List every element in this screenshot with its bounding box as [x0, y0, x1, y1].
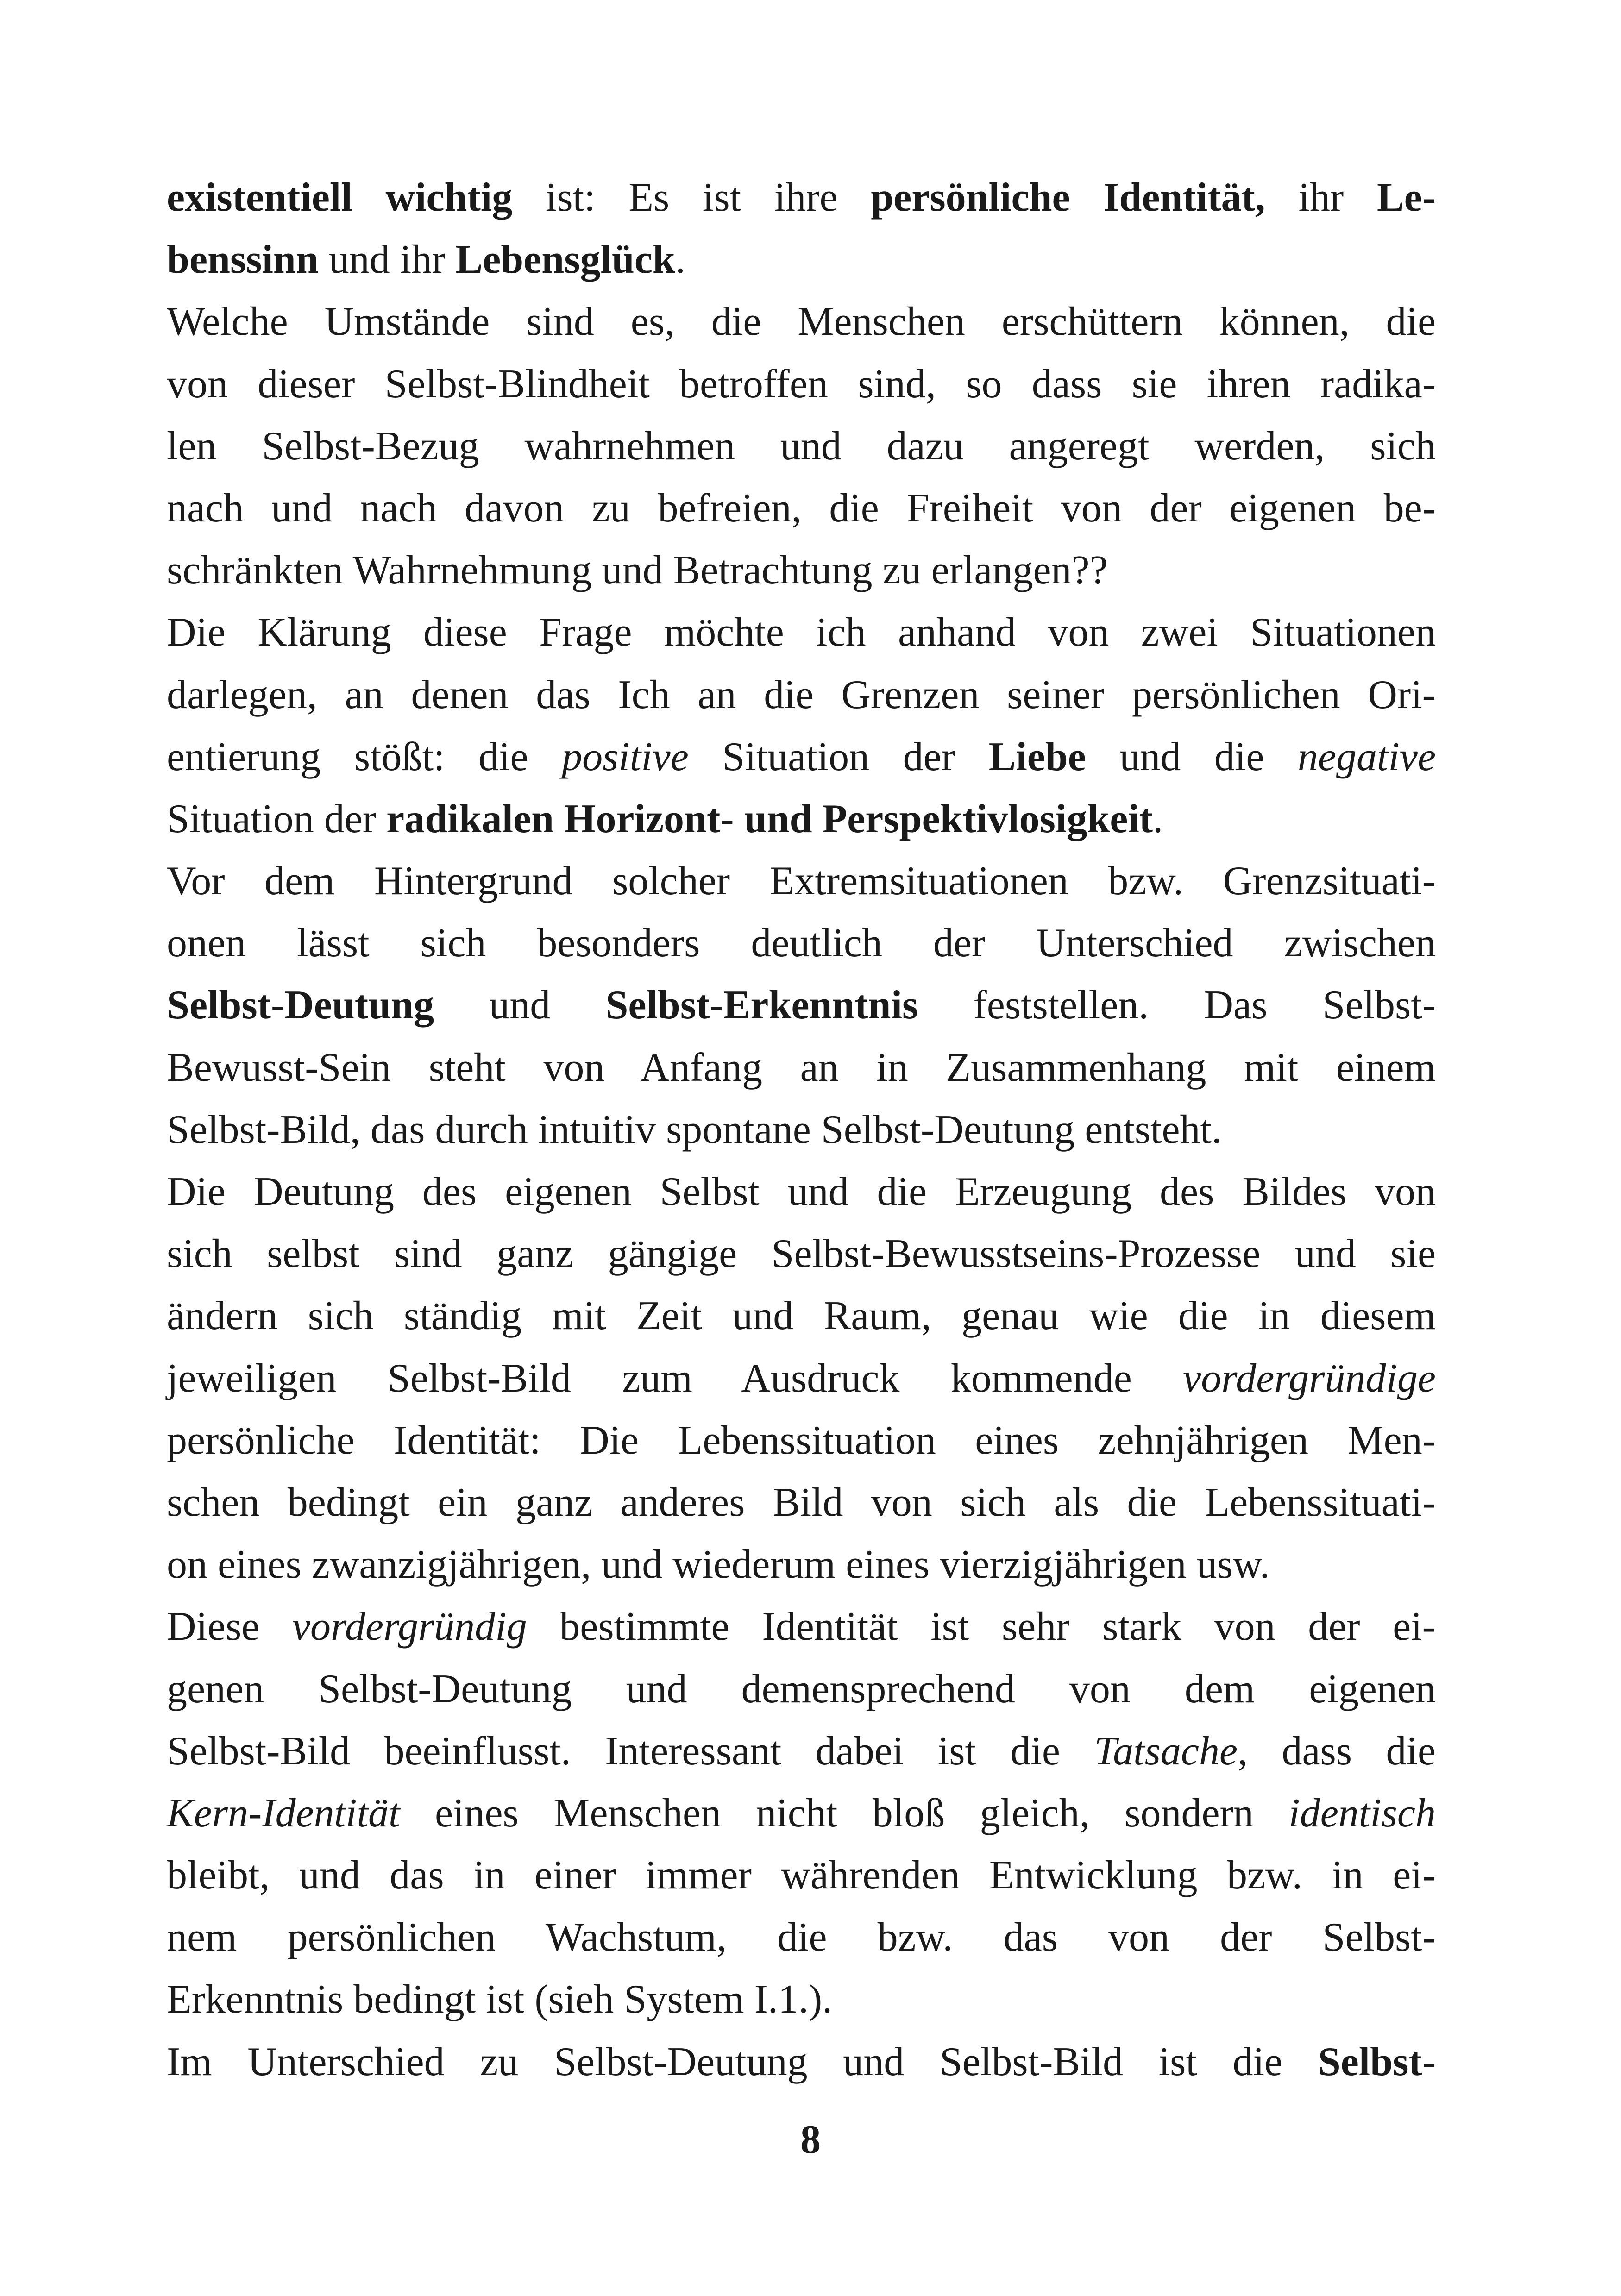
text-line: [167, 1472, 1436, 1534]
bold-text: radikalen Horizont- und Perspektivlosigkeit: [386, 796, 1153, 841]
text-line: [167, 229, 1436, 291]
text-line: [167, 415, 1436, 477]
text-line: [167, 1534, 1436, 1596]
text-run: genen Selbst-Deutung und demensprechend von dem eigenen: [167, 1666, 1436, 1712]
text-run: und: [434, 983, 606, 1028]
italic-text: Kern-Identität: [167, 1790, 400, 1836]
text-run: Erkenntnis bedingt ist (sieh System I.1.).: [167, 1977, 833, 2022]
bold-text: Selbst-Erkenntnis: [605, 983, 918, 1028]
text-run: entierung stößt: die: [167, 734, 562, 779]
italic-text: identisch: [1288, 1790, 1436, 1836]
text-run: Die Deutung des eigenen Selbst und die Erzeugung des Bildes von: [167, 1169, 1436, 1214]
text-line: [167, 1285, 1436, 1347]
text-run: ihr: [1265, 175, 1377, 220]
bold-text: benssinn: [167, 237, 319, 282]
bold-text: Liebe: [988, 734, 1086, 779]
bold-text: Selbst-: [1318, 2039, 1436, 2084]
text-line: [167, 1161, 1436, 1223]
text-run: persönliche Identität: Die Lebenssituation eines zehnjährigen Men-: [167, 1418, 1436, 1463]
text-line: [167, 1720, 1436, 1782]
text-run: onen lässt sich besonders deutlich der Unterschied zwischen: [167, 921, 1436, 966]
text-line: [167, 1410, 1436, 1472]
text-run: Selbst-Bild, das durch intuitiv spontane Selbst-Deutung entsteht.: [167, 1107, 1222, 1152]
text-run: Selbst-Bild beeinflusst. Interessant dabei ist die: [167, 1728, 1094, 1774]
text-line: [167, 726, 1436, 788]
text-line: [167, 2031, 1436, 2093]
text-run: on eines zwanzigjährigen, und wiederum eines vierzigjährigen usw.: [167, 1542, 1270, 1587]
text-run: Diese: [167, 1604, 292, 1650]
italic-text: positive: [562, 734, 689, 779]
text-run: nach und nach davon zu befreien, die Freiheit von der eigenen be-: [167, 485, 1436, 531]
text-run: eines Menschen nicht bloß gleich, sondern: [400, 1790, 1289, 1836]
bold-text: Lebensglück: [455, 237, 675, 282]
text-line: [167, 539, 1436, 602]
text-line: [167, 664, 1436, 726]
text-line: [167, 1596, 1436, 1658]
italic-text: vordergründige: [1183, 1355, 1436, 1401]
italic-text: vordergründig: [292, 1604, 527, 1650]
text-line: [167, 788, 1436, 850]
text-line: [167, 850, 1436, 912]
page-number: 8: [800, 2117, 821, 2162]
bold-text: Le-: [1376, 175, 1436, 220]
text-line: [167, 1782, 1436, 1844]
text-run: Welche Umstände sind es, die Menschen erschüttern können, die: [167, 299, 1436, 345]
text-run: nem persönlichen Wachstum, die bzw. das von der Selbst-: [167, 1915, 1436, 1960]
text-line: [167, 602, 1436, 664]
text-run: Bewusst-Sein steht von Anfang an in Zusammenhang mit einem: [167, 1045, 1436, 1090]
text-run: schen bedingt ein ganz anderes Bild von sich als die Lebenssituati-: [167, 1480, 1436, 1525]
text-run: bleibt, und das in einer immer währenden Entwicklung bzw. in ei-: [167, 1853, 1436, 1898]
text-run: Die Klärung diese Frage möchte ich anhand von zwei Situationen: [167, 610, 1436, 655]
text-run: sich selbst sind ganz gängige Selbst-Bewusstseins-Prozesse und sie: [167, 1231, 1436, 1277]
bold-text: persönliche Identität,: [871, 175, 1265, 220]
text-run: und die: [1086, 734, 1298, 779]
text-run: .: [675, 237, 685, 282]
italic-text: negative: [1297, 734, 1436, 779]
text-run: jeweiligen Selbst-Bild zum Ausdruck kommende: [167, 1355, 1183, 1401]
text-run: Im Unterschied zu Selbst-Deutung und Selbst-Bild ist die: [167, 2039, 1318, 2084]
text-run: darlegen, an denen das Ich an die Grenzen seiner persönlichen Ori-: [167, 672, 1436, 717]
text-run: Situation der: [688, 734, 989, 779]
text-run: ändern sich ständig mit Zeit und Raum, genau wie die in diesem: [167, 1293, 1436, 1339]
text-run: ist: Es ist ihre: [512, 175, 871, 220]
text-line: [167, 477, 1436, 539]
text-line: [167, 974, 1436, 1036]
body-text: [167, 167, 1436, 2093]
text-line: [167, 1099, 1436, 1161]
text-run: .: [1153, 796, 1163, 841]
text-line: [167, 1223, 1436, 1285]
text-line: [167, 1037, 1436, 1099]
text-line: [167, 291, 1436, 353]
bold-text: Selbst-Deutung: [167, 983, 434, 1028]
bold-text: existentiell wichtig: [167, 175, 513, 220]
text-run: Situation der: [167, 796, 387, 841]
italic-text: Tatsache: [1094, 1728, 1238, 1774]
text-line: [167, 353, 1436, 415]
text-run: und ihr: [318, 237, 456, 282]
text-run: feststellen. Das Selbst-: [918, 983, 1436, 1028]
text-line: [167, 1658, 1436, 1720]
text-line: [167, 1844, 1436, 1907]
text-run: schränkten Wahrnehmung und Betrachtung zu erlangen??: [167, 548, 1108, 593]
text-line: [167, 1969, 1436, 2031]
text-line: [167, 167, 1436, 229]
text-line: [167, 1907, 1436, 1969]
text-line: [167, 1348, 1436, 1410]
text-line: [167, 912, 1436, 974]
text-run: Vor dem Hintergrund solcher Extremsituationen bzw. Grenzsituati-: [167, 859, 1436, 904]
text-run: bestimmte Identität ist sehr stark von der ei-: [527, 1604, 1436, 1650]
text-run: len Selbst-Bezug wahrnehmen und dazu angeregt werden, sich: [167, 423, 1436, 469]
text-run: von dieser Selbst-Blindheit betroffen sind, so dass sie ihren radika-: [167, 361, 1436, 407]
text-run: , dass die: [1238, 1728, 1436, 1774]
